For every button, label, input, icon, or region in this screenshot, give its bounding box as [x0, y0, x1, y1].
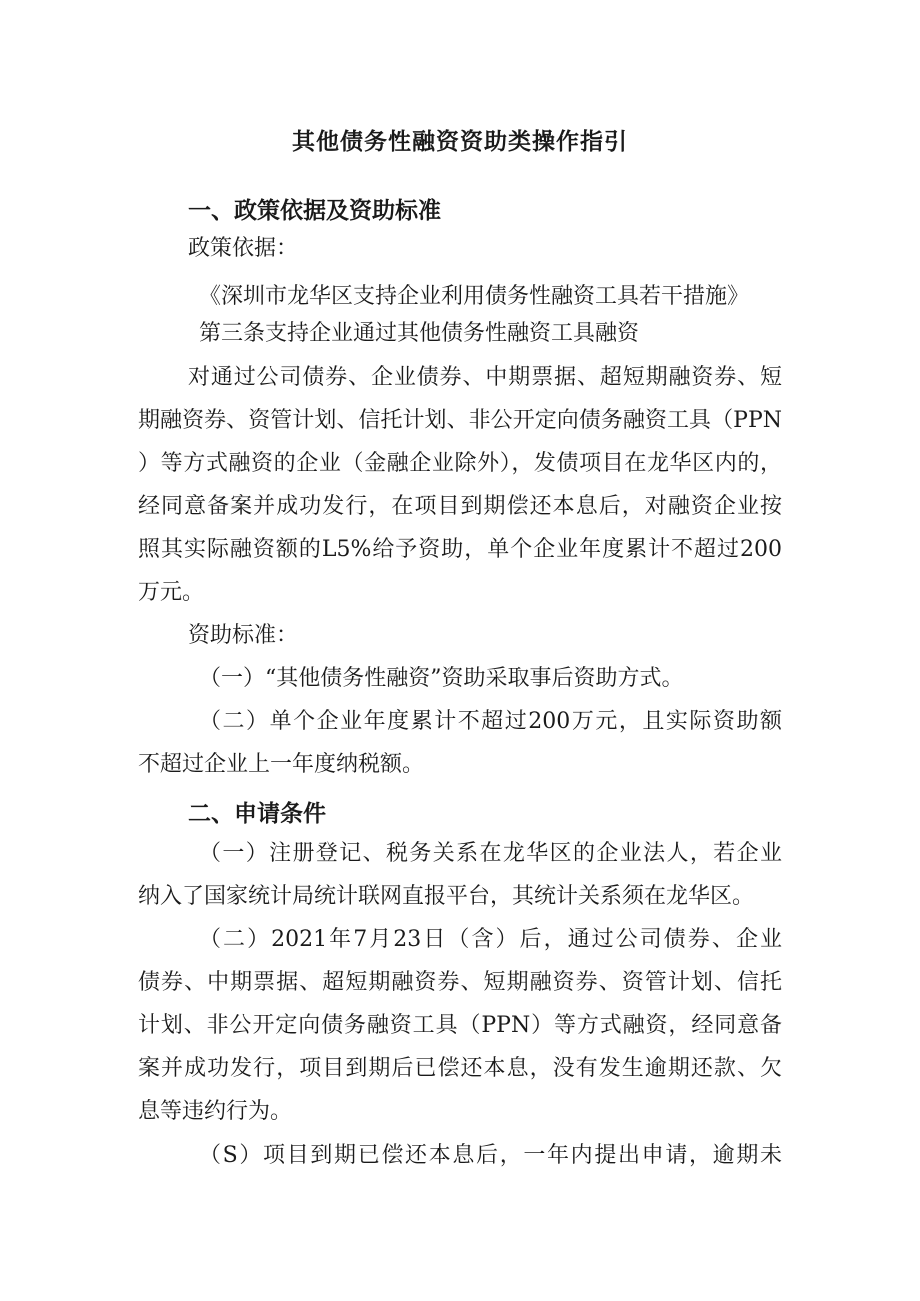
condition-2-line: 案并成功发行，项目到期后已偿还本息，没有发生逾期还款、欠: [138, 1056, 782, 1081]
policy-name: 《深圳市龙华区支持企业利用债务性融资工具若干措施》: [199, 284, 750, 309]
paragraph-line: 对通过公司债券、企业债券、中期票据、超短期融资券、短: [188, 365, 782, 390]
paragraph-line: 照其实际融资额的L5%给予资助，单个企业年度累计不超过200: [138, 537, 782, 562]
paragraph-line: ）等方式融资的企业（金融企业除外），发债项目在龙华区内的，: [138, 451, 782, 476]
standard-item-2-line: 不超过企业上一年度纳税额。: [138, 752, 425, 777]
condition-2-line: 计划、非公开定向债务融资工具（PPN）等方式融资，经同意备: [138, 1013, 782, 1038]
section-heading-conditions: 二、申请条件: [188, 801, 326, 827]
paragraph-line: 期融资券、资管计划、信托计划、非公开定向债务融资工具（PPN: [138, 408, 782, 433]
policy-basis-label: 政策依据：: [188, 236, 299, 261]
article-title: 第三条支持企业通过其他债务性融资工具融资: [199, 321, 640, 346]
section-heading-policy: 一、政策依据及资助标准: [188, 198, 441, 224]
document-title: 其他债务性融资资助类操作指引: [292, 129, 628, 155]
standard-item-1: （一）“其他债务性融资”资助采取事后资助方式。: [199, 666, 684, 691]
paragraph-line: 经同意备案并成功发行，在项目到期偿还本息后，对融资企业按: [138, 494, 782, 519]
condition-1-line: 纳入了国家统计局统计联网直报平台，其统计关系须在龙华区。: [138, 884, 755, 909]
funding-standard-label: 资助标准：: [188, 623, 299, 648]
condition-2-line: （二）2021年7月23日（含）后，通过公司债券、企业: [199, 927, 782, 952]
standard-item-2-line: （二）单个企业年度累计不超过200万元，且实际资助额: [199, 709, 782, 734]
condition-2-line: 债券、中期票据、超短期融资券、短期融资券、资管计划、信托: [138, 970, 782, 995]
condition-3-line: （S）项目到期已偿还本息后，一年内提出申请，逾期未: [199, 1143, 782, 1168]
condition-2-line: 息等违约行为。: [138, 1099, 293, 1124]
paragraph-line: 万元。: [138, 580, 205, 605]
condition-1-line: （一）注册登记、税务关系在龙华区的企业法人，若企业: [199, 841, 782, 866]
